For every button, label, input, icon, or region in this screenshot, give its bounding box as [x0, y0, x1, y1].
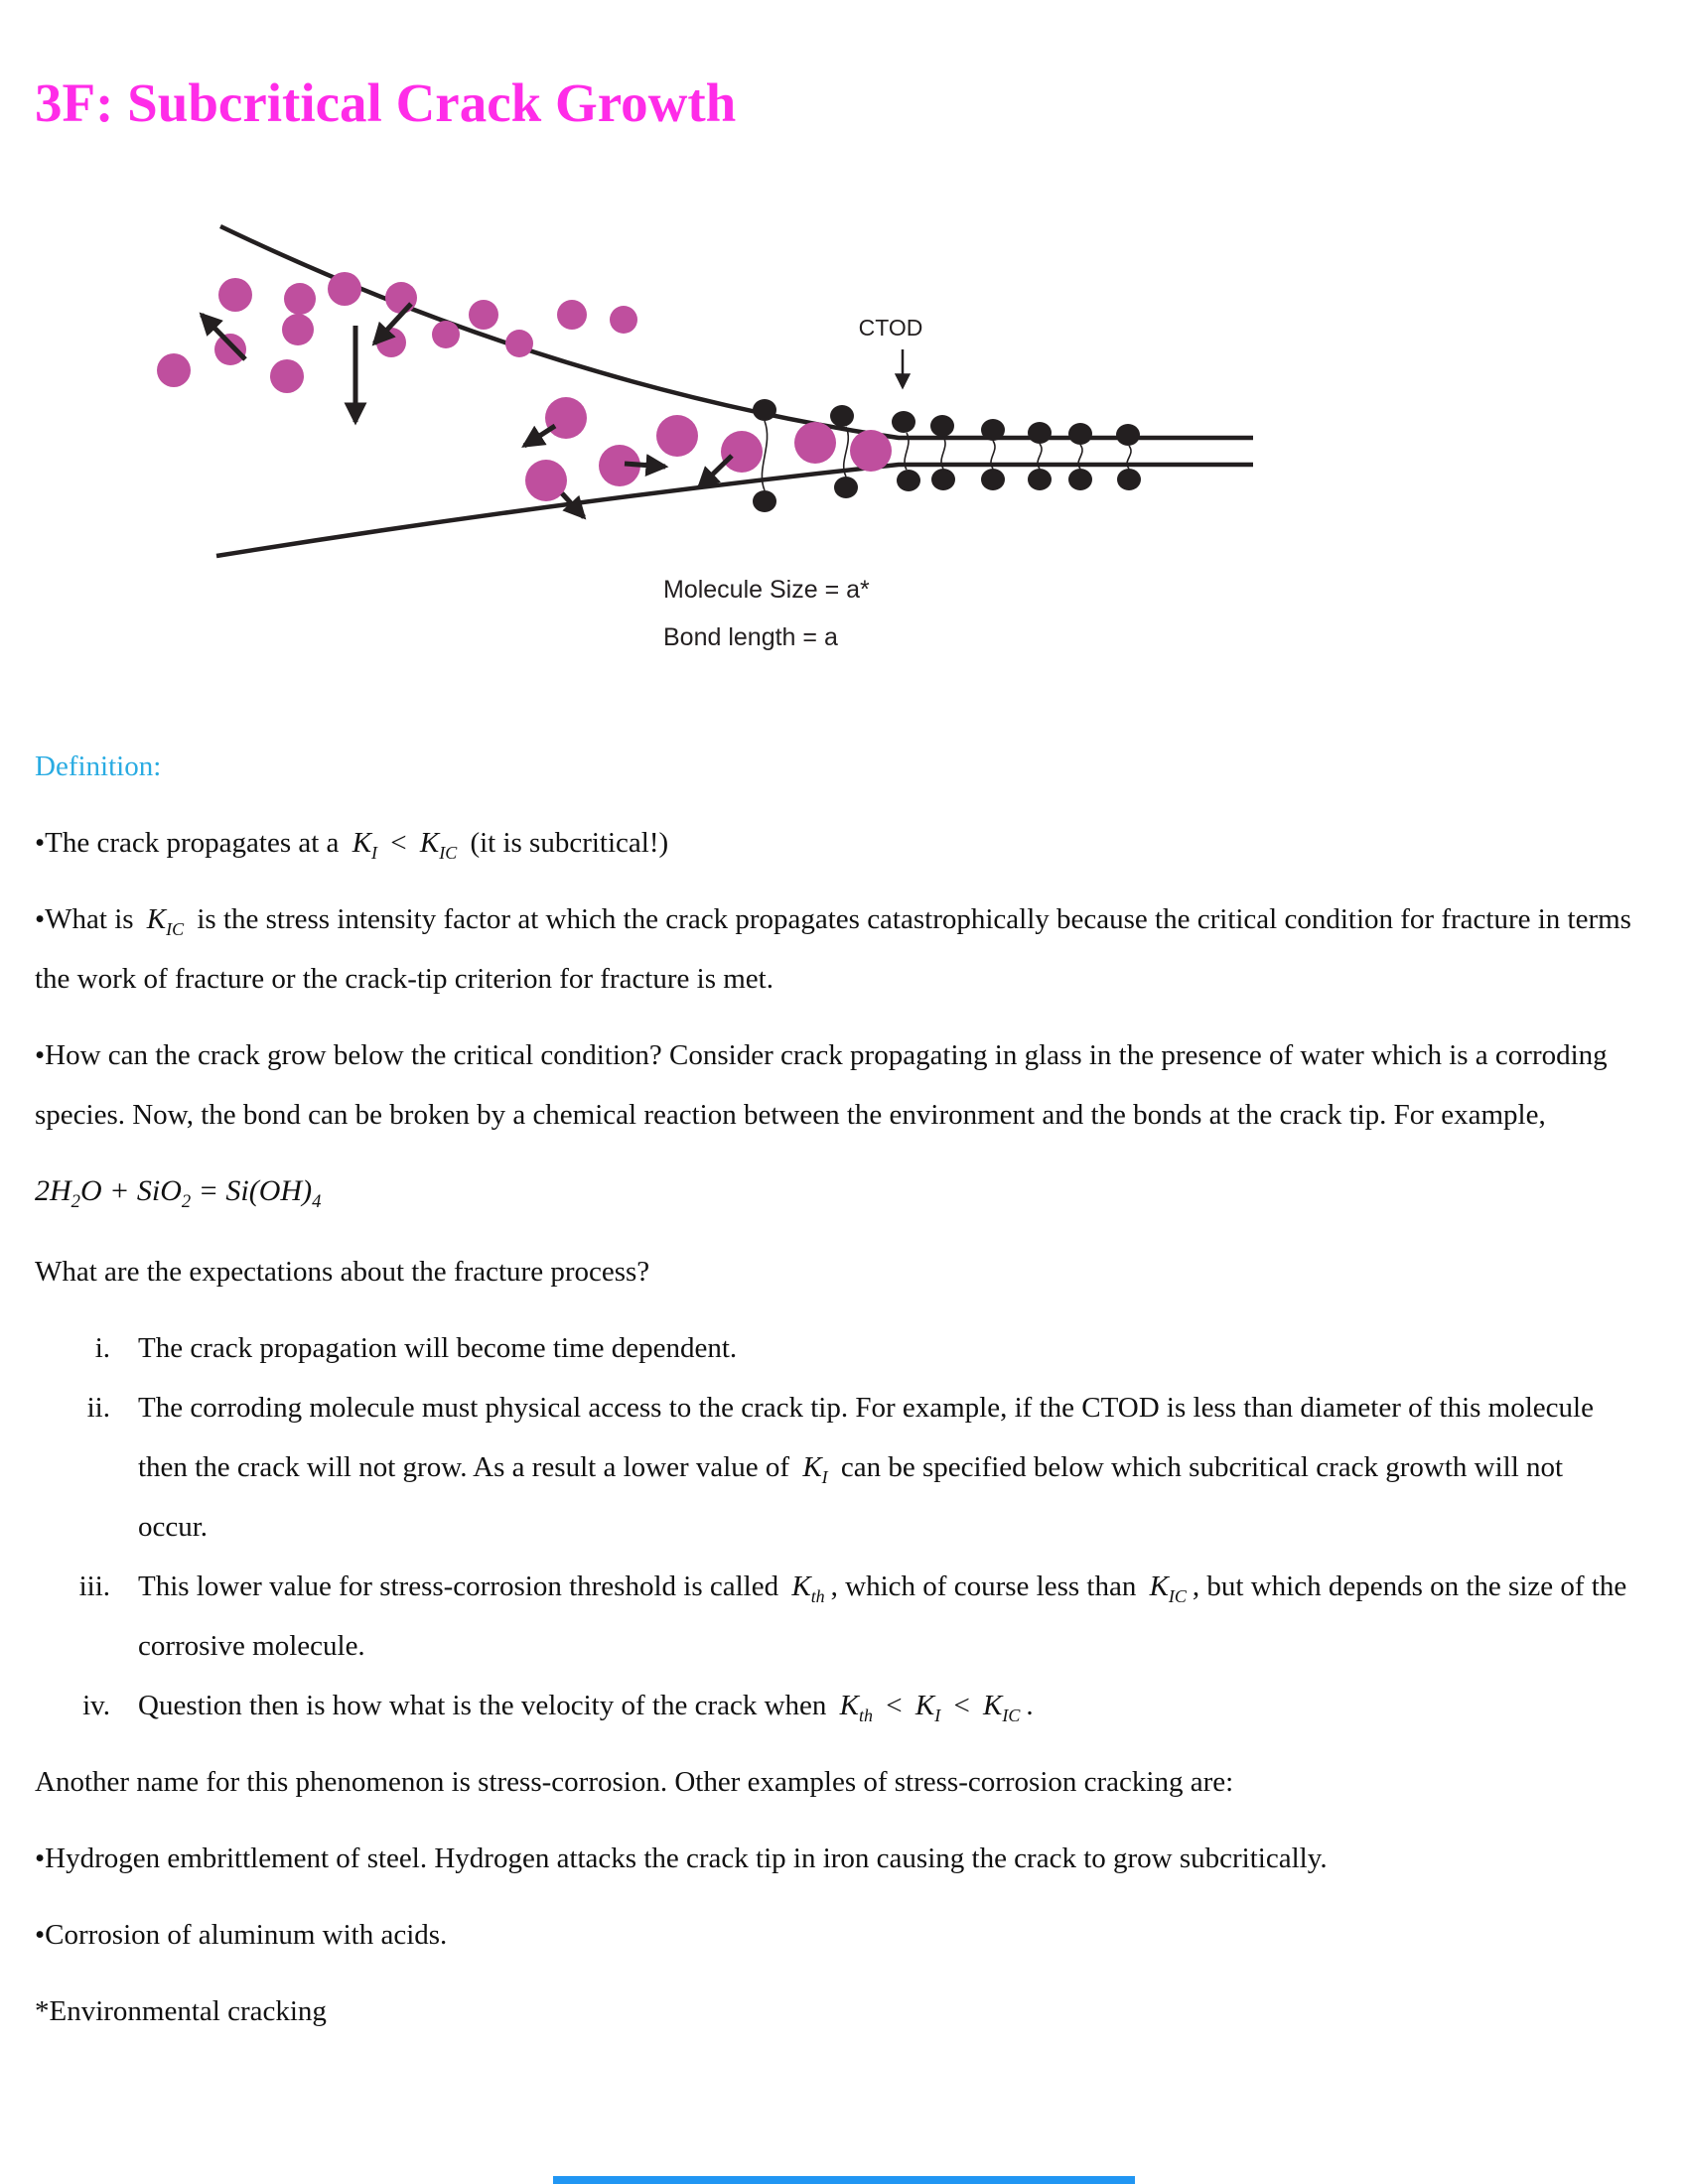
lattice-atom — [1028, 422, 1052, 444]
text-run: . — [1026, 1690, 1034, 1721]
corrosive-molecule — [157, 353, 191, 387]
motion-arrow — [524, 426, 555, 446]
corrosive-molecule — [385, 282, 417, 314]
corrosive-molecule — [284, 283, 316, 315]
text-run: What are the expectations about the fracture process? — [35, 1256, 650, 1288]
text-run: •How can the crack grow below the critical condition? Consider crack propagating in glass in the presence of water which is a corroding species. Now, the bond can be broken by a chemical reaction between the environment and the bonds at the crack tip. For example, — [35, 1039, 1608, 1131]
list-text — [138, 1557, 1638, 1676]
math-kic: $K_{IC}$ — [146, 903, 185, 939]
text-run: This lower value for stress-corrosion threshold is called — [138, 1570, 786, 1602]
list-item-i — [35, 1318, 1638, 1378]
lattice-atom — [892, 411, 915, 433]
list-item-iv — [35, 1676, 1638, 1735]
math-kic: $K_{IC}$ — [983, 1690, 1021, 1725]
text-run: (it is subcritical!) — [463, 827, 669, 859]
math-kth: $K_{th}$ — [791, 1570, 825, 1606]
text-run: The crack propagation will become time dependent. — [138, 1332, 738, 1364]
bullet-what-is-kic — [35, 889, 1638, 1009]
lattice-atom — [981, 469, 1005, 490]
corrosive-molecule — [376, 328, 406, 357]
paragraph-stress-corrosion — [35, 1752, 1638, 1812]
crack-tip-diagram — [0, 0, 1688, 695]
motion-arrows — [202, 304, 732, 517]
corrosive-molecule — [557, 300, 587, 330]
math-kic: $K_{IC}$ — [419, 827, 458, 863]
lattice-atom — [897, 470, 920, 491]
lattice-atom — [1068, 423, 1092, 445]
text-run: can be specified below which subcritical crack growth will not occur. — [138, 1451, 1564, 1543]
corrosive-molecule — [218, 278, 252, 312]
document-body — [35, 737, 1638, 2058]
corrosive-molecule — [794, 422, 836, 464]
definition-heading: Definition: — [35, 751, 162, 782]
corrosive-molecule — [505, 330, 533, 357]
bullet-crack-propagates — [35, 813, 1638, 873]
text-run: < — [946, 1690, 978, 1721]
page-title: 3F: Subcritical Crack Growth — [35, 72, 737, 133]
text-run: Another name for this phenomenon is stress-corrosion. Other examples of stress-corrosion cracking are: — [35, 1766, 1234, 1798]
crack-bottom-face — [216, 465, 1253, 556]
corrosive-molecule — [214, 334, 246, 365]
corrosive-molecule — [545, 397, 587, 439]
corrosive-molecule — [328, 272, 361, 306]
text-run: •Corrosion of aluminum with acids. — [35, 1919, 448, 1951]
note-environmental-cracking — [35, 1981, 1638, 2041]
bullet-corrosion-aluminum — [35, 1905, 1638, 1965]
text-run: Question then is how what is the velocity of the crack when — [138, 1690, 834, 1721]
text-run: < — [879, 1690, 910, 1721]
list-item-iii — [35, 1557, 1638, 1676]
math-ki: $K_I$ — [802, 1451, 828, 1487]
lattice-atom — [930, 415, 954, 437]
text-run: *Environmental cracking — [35, 1995, 327, 2027]
text-run: , but which depends on the size of the corrosive molecule. — [138, 1570, 1627, 1662]
lattice-atom — [753, 490, 776, 512]
corrosive-molecule — [656, 415, 698, 457]
expectations-list — [35, 1318, 1638, 1735]
bullet-how-can-crack-grow — [35, 1025, 1638, 1145]
list-item-ii — [35, 1378, 1638, 1557]
question-expectations — [35, 1242, 1638, 1301]
text-run: is the stress intensity factor at which the crack propagates catastrophically because the critical condition for fracture in terms the work of fracture or the crack-tip criterion for fracture is met. — [35, 903, 1631, 995]
lattice-atom — [1117, 469, 1141, 490]
corrosive-molecules — [157, 272, 892, 501]
corrosive-molecule — [610, 306, 637, 334]
lattice-atom — [1028, 469, 1052, 490]
text-run: •The crack propagates at a — [35, 827, 347, 859]
math-kic: $K_{IC}$ — [1149, 1570, 1187, 1606]
lattice-atom — [931, 469, 955, 490]
bottom-bar — [553, 2176, 1135, 2184]
lattice-atom — [1116, 424, 1140, 446]
text-run: The corroding molecule must physical access to the crack tip. For example, if the CTOD is less than diameter of this molecule then the crack will not grow. As a result a lower value of — [138, 1392, 1594, 1483]
lattice-atom — [753, 399, 776, 421]
list-text — [138, 1318, 1638, 1378]
corrosive-molecule — [850, 430, 892, 472]
text-run: •Hydrogen embrittlement of steel. Hydrogen attacks the crack tip in iron causing the crack to grow subcritically. — [35, 1843, 1328, 1874]
list-number: iv. — [82, 1690, 110, 1721]
corrosive-molecule — [469, 300, 498, 330]
lattice-atom — [981, 419, 1005, 441]
corrosive-molecule — [721, 431, 763, 473]
math-kth: $K_{th}$ — [839, 1690, 873, 1725]
math-ki: $K_I$ — [914, 1690, 941, 1725]
corrosive-molecule — [270, 359, 304, 393]
text-run: < — [383, 827, 414, 859]
math-ki: $K_I$ — [352, 827, 378, 863]
text-run: , which of course less than — [830, 1570, 1144, 1602]
lattice-atom — [830, 405, 854, 427]
crack-top-face — [220, 226, 1253, 438]
bond-length-label: Bond length = a — [663, 623, 838, 651]
list-number: i. — [94, 1332, 110, 1364]
list-text — [138, 1676, 1638, 1735]
list-text — [138, 1378, 1638, 1557]
chemical-equation: $2H_2O + SiO_2 = Si(OH)_4$ — [35, 1174, 322, 1212]
lattice-atom — [1068, 469, 1092, 490]
ctod-label: CTOD — [858, 315, 923, 341]
text-run: •What is — [35, 903, 141, 935]
corrosive-molecule — [282, 314, 314, 345]
lattice-atom — [834, 477, 858, 498]
motion-arrow — [625, 464, 665, 467]
list-number: iii. — [78, 1570, 110, 1602]
corrosive-molecule — [432, 321, 460, 348]
bullet-hydrogen-embrittlement — [35, 1829, 1638, 1888]
molecule-size-label: Molecule Size = a* — [663, 576, 870, 604]
list-number: ii. — [86, 1392, 110, 1424]
